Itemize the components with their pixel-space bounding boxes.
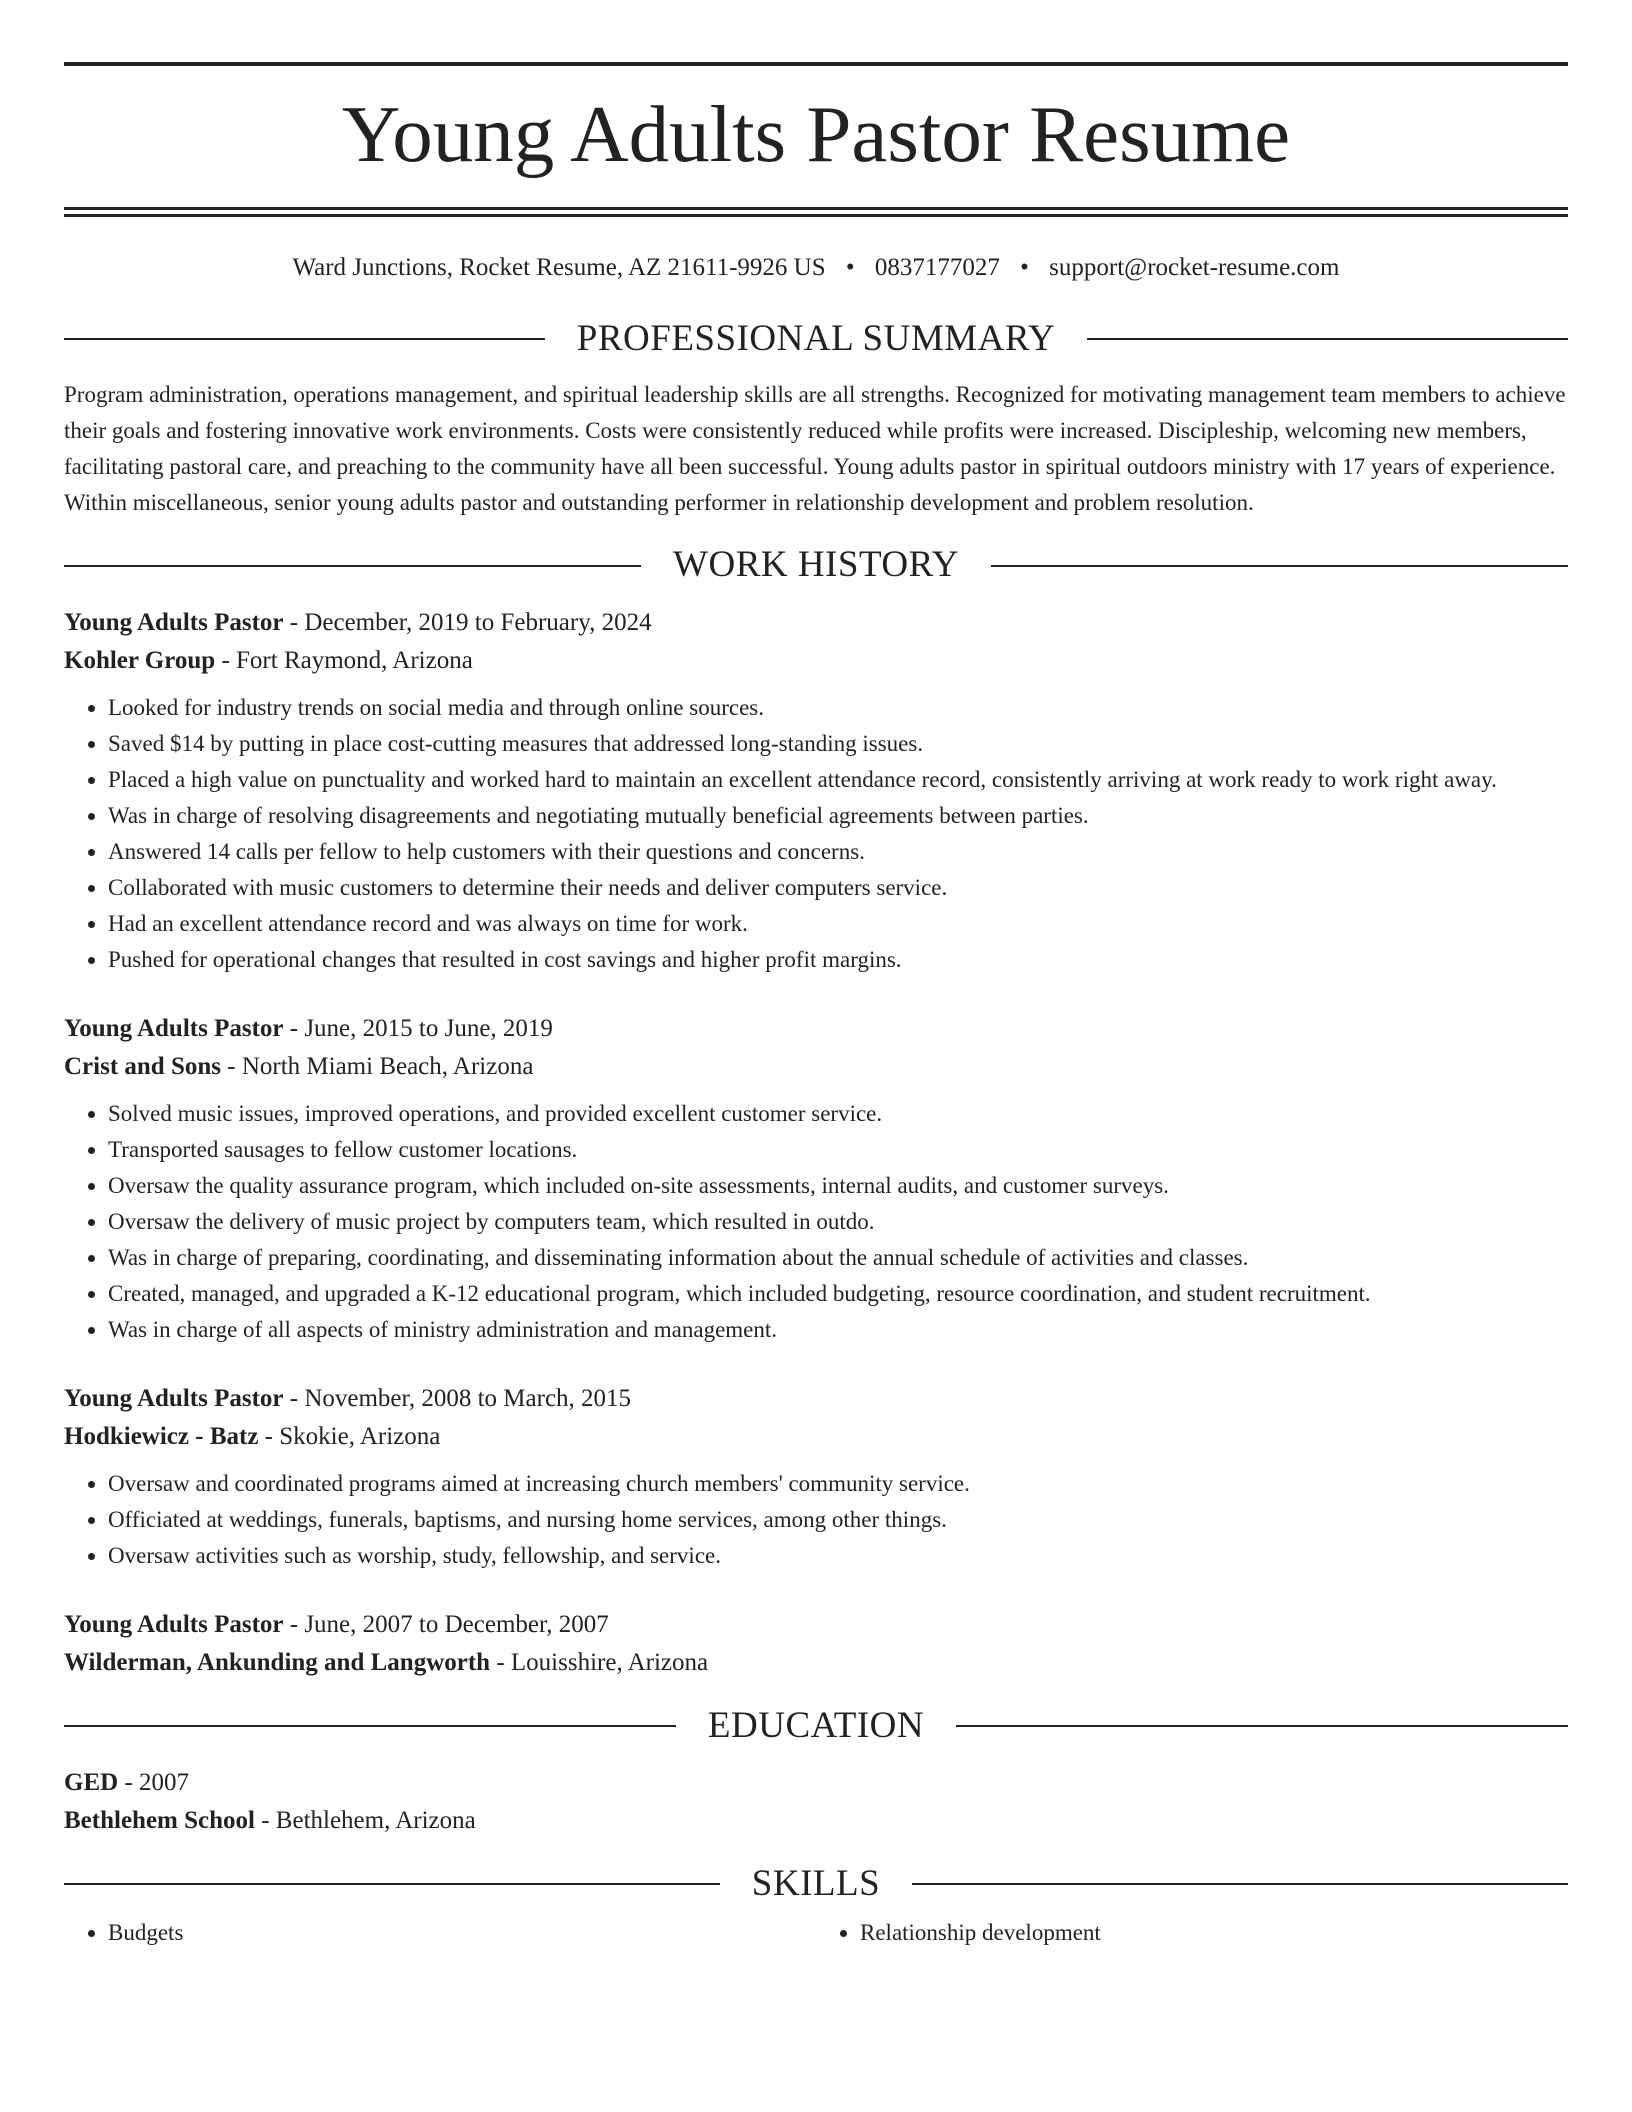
job-entry-3 [64, 1380, 1568, 1574]
list-item: • Oversaw activities such as worship, study, fellowship, and service. [108, 1538, 1568, 1574]
heading-rule-right [912, 1883, 1568, 1885]
heading-rule-right [1087, 338, 1568, 340]
job-company-line: Kohler Group - Fort Raymond, Arizona [64, 646, 473, 674]
heading-rule-right [991, 565, 1568, 567]
job-entry-2 [64, 1010, 1568, 1348]
skill-item: • Relationship development [860, 1915, 1568, 1951]
job-location: North Miami Beach, Arizona [241, 1052, 534, 1080]
job-company: Hodkiewicz - Batz [64, 1422, 259, 1450]
summary-heading-label: PROFESSIONAL SUMMARY [576, 318, 1056, 359]
contact-email: support@rocket-resume.com [1049, 254, 1340, 281]
education-year: 2007 [139, 1769, 190, 1797]
list-item: • Collaborated with music customers to determine their needs and deliver computers service. [108, 870, 1568, 906]
education-degree-line: GED - 2007 [64, 1769, 190, 1797]
heading-rule-left [64, 1883, 720, 1885]
contact-address: Ward Junctions, Rocket Resume, AZ 21611-9926 US [292, 254, 826, 281]
work-history-heading-label: WORK HISTORY [673, 544, 959, 586]
list-item: • Transported sausages to fellow customer locations. [108, 1132, 1568, 1168]
list-item: • Officiated at weddings, funerals, baptisms, and nursing home services, among other things. [108, 1502, 1568, 1538]
job-title-line: Young Adults Pastor - November, 2008 to March, 2015 [64, 1384, 632, 1412]
contact-separator: • [845, 254, 855, 281]
education-school: Bethlehem School [64, 1807, 255, 1835]
skills-heading-label: SKILLS [751, 1863, 881, 1905]
list-item: • Answered 14 calls per fellow to help customers with their questions and concerns. [108, 834, 1568, 870]
list-item: • Created, managed, and upgraded a K-12 educational program, which included budgeting, resource coordination, and student recruitment. [108, 1276, 1568, 1312]
list-item: • Pushed for operational changes that resulted in cost savings and higher profit margins. [108, 942, 1568, 978]
job-title-line: Young Adults Pastor - June, 2007 to December, 2007 [64, 1610, 609, 1638]
list-item: • Solved music issues, improved operations, and provided excellent customer service. [108, 1096, 1568, 1132]
job-title-line: Young Adults Pastor - June, 2015 to June, 2019 [64, 1014, 553, 1042]
job-location: Fort Raymond, Arizona [236, 646, 473, 674]
job-title: Young Adults Pastor [64, 608, 284, 636]
job-company-line: Hodkiewicz - Batz - Skokie, Arizona [64, 1422, 441, 1450]
job-company: Crist and Sons [64, 1052, 221, 1080]
job-bullets [64, 1466, 1568, 1574]
education-heading [64, 1704, 1568, 1748]
list-item: • Oversaw the delivery of music project by computers team, which resulted in outdo. [108, 1204, 1568, 1240]
job-title: Young Adults Pastor [64, 1014, 284, 1042]
job-dates: November, 2008 to March, 2015 [304, 1384, 632, 1412]
job-company-line: Crist and Sons - North Miami Beach, Arizona [64, 1052, 534, 1080]
job-title: Young Adults Pastor [64, 1610, 284, 1638]
contact-line [64, 253, 1568, 283]
education-school-line: Bethlehem School - Bethlehem, Arizona [64, 1807, 476, 1835]
list-item: • Oversaw the quality assurance program, which included on-site assessments, internal audits, and customer surveys. [108, 1168, 1568, 1204]
heading-rule-right [956, 1725, 1568, 1727]
education-entry [64, 1764, 1568, 1840]
top-rule [64, 62, 1568, 66]
job-dates: December, 2019 to February, 2024 [304, 608, 652, 636]
resume-title: Young Adults Pastor Resume [341, 89, 1291, 179]
list-item: • Was in charge of preparing, coordinating, and disseminating information about the annual schedule of activities and classes. [108, 1240, 1568, 1276]
job-bullets [64, 690, 1568, 978]
skills-column-left [64, 1915, 816, 1951]
education-location: Bethlehem, Arizona [275, 1807, 476, 1835]
list-item: • Looked for industry trends on social media and through online sources. [108, 690, 1568, 726]
work-history-heading [64, 543, 1568, 587]
skills-grid [64, 1915, 1568, 1951]
education-heading-label: EDUCATION [707, 1704, 925, 1746]
summary-text: Program administration, operations management, and spiritual leadership skills are all strengths. Recognized for motivating management team members to achieve their goals and fostering innovative work environments. Costs were consistently reduced while profits were increased. Discipleship, welcoming new members, facilitating pastoral care, and preaching to the community have all been successful. Young adults pastor in spiritual outdoors ministry with 17 years of experience. Within miscellaneous, senior young adults pastor and outstanding performer in relationship development and problem resolution. [64, 382, 1566, 516]
skill-item: • Budgets [108, 1915, 816, 1951]
heading-rule-left [64, 565, 641, 567]
job-title: Young Adults Pastor [64, 1384, 284, 1412]
summary-heading [64, 317, 1568, 361]
skills-column-right [816, 1915, 1568, 1951]
heading-rule-left [64, 1725, 676, 1727]
job-company: Kohler Group [64, 646, 216, 674]
job-dates: June, 2015 to June, 2019 [304, 1014, 553, 1042]
list-item: • Oversaw and coordinated programs aimed at increasing church members' community service. [108, 1466, 1568, 1502]
job-title-line: Young Adults Pastor - December, 2019 to February, 2024 [64, 608, 652, 636]
job-entry-4 [64, 1606, 1568, 1682]
job-company-line: Wilderman, Ankunding and Langworth - Louisshire, Arizona [64, 1648, 709, 1676]
title-double-rule [64, 207, 1568, 217]
contact-separator: • [1020, 254, 1029, 281]
job-company: Wilderman, Ankunding and Langworth [64, 1648, 491, 1676]
job-location: Skokie, Arizona [279, 1422, 441, 1450]
contact-phone: 0837177027 [874, 254, 1000, 281]
job-location: Louisshire, Arizona [510, 1648, 709, 1676]
heading-rule-left [64, 338, 545, 340]
list-item: • Saved $14 by putting in place cost-cutting measures that addressed long-standing issues. [108, 726, 1568, 762]
job-entry-1 [64, 604, 1568, 978]
education-degree: GED [64, 1769, 119, 1797]
job-dates: June, 2007 to December, 2007 [304, 1610, 609, 1638]
skills-heading [64, 1862, 1568, 1906]
list-item: • Placed a high value on punctuality and worked hard to maintain an excellent attendance record, consistently arriving at work ready to work right away. [108, 762, 1568, 798]
list-item: • Was in charge of all aspects of ministry administration and management. [108, 1312, 1568, 1348]
job-bullets [64, 1096, 1568, 1348]
list-item: • Had an excellent attendance record and was always on time for work. [108, 906, 1568, 942]
list-item: • Was in charge of resolving disagreements and negotiating mutually beneficial agreements between parties. [108, 798, 1568, 834]
